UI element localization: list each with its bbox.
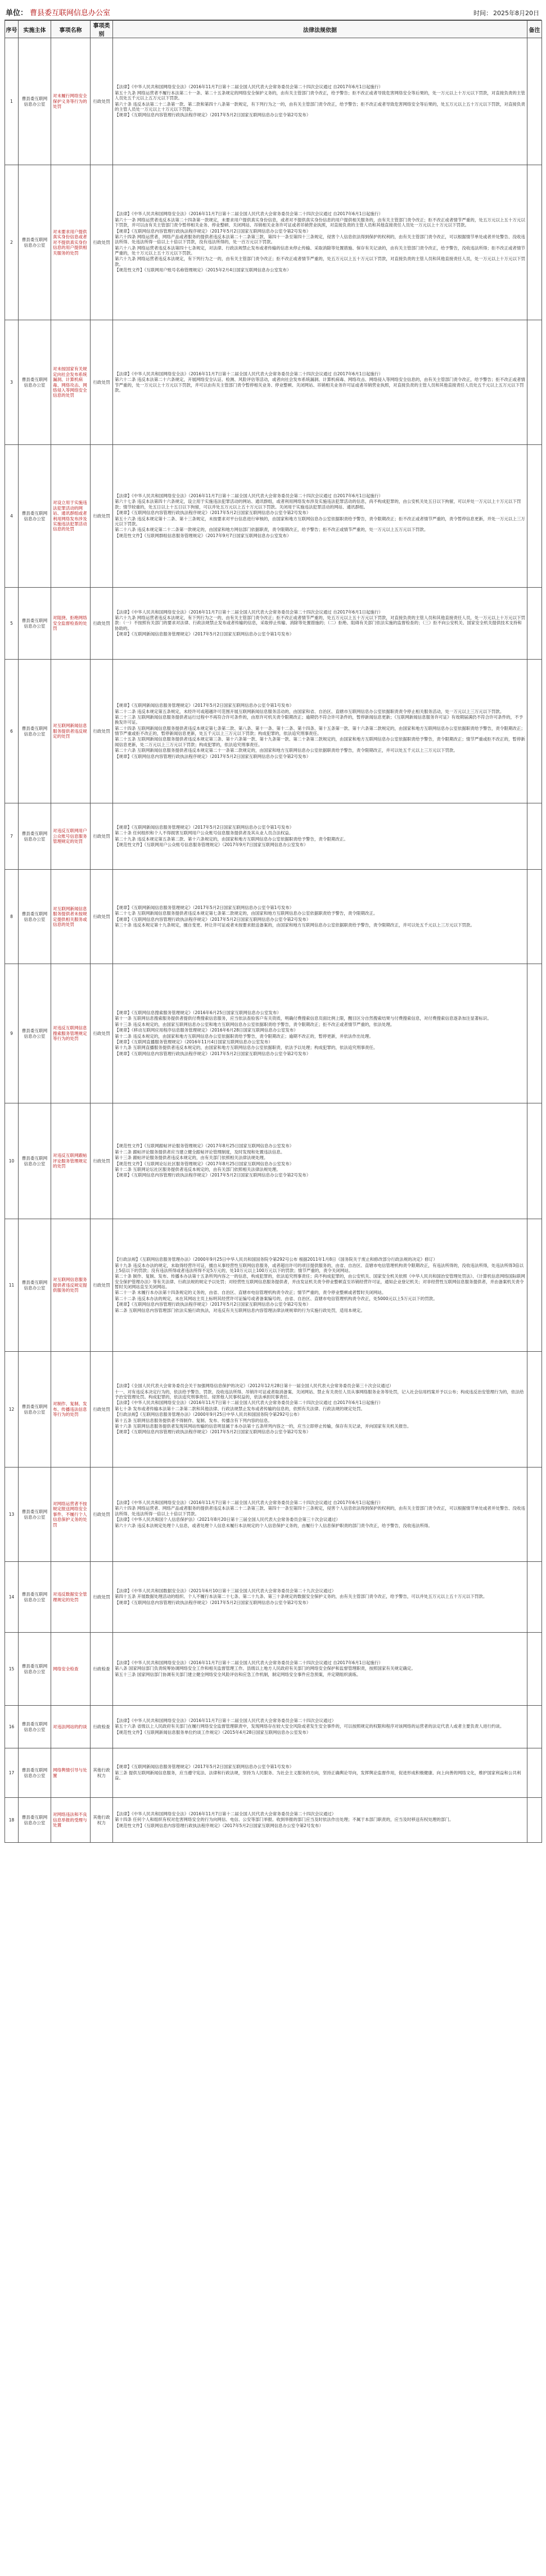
legal-basis-paragraph: 【行政法规】《互联网信息服务管理办法》（2000年9月25日中华人民共和国国务院令第292号公布 根据2011年1月8日《国务院关于废止和修改部分行政法规的决定》修订）	[115, 1257, 437, 1262]
row-item-name: 对互联网新闻信息服务提供者未按规定提供相关服务或信息的处罚	[51, 870, 91, 964]
table-row	[5, 1103, 542, 1219]
row-remark	[527, 1798, 542, 1843]
legal-basis-paragraph: 第十九条 互联网直播服务提供者违反本规定的，由国家和地方互联网信息办公室依据职责，依法予以处理；构成犯罪的，依法追究刑事责任。	[115, 1045, 378, 1051]
legal-basis-paragraph: 第十一条 互联网信息搜索服务提供者提供付费搜索信息服务，应当依法查验客户有关资质，明确付费搜索信息页面比例上限，醒目区分自然搜索结果与付费搜索信息，对付费搜索信息逐条加注显著标识。	[115, 1016, 491, 1021]
row-remark	[527, 1219, 542, 1352]
legal-basis-text	[115, 1500, 525, 1529]
legal-basis-paragraph: 【规章】《互联网信息内容管理行政执法程序规定》（2017年5月2日国家互联网信息办公室令第2号发布）	[115, 1173, 311, 1178]
row-item-type: 行政检查	[91, 1706, 113, 1748]
legal-basis-paragraph: 第六十一条 网络运营者违反本法第二十四条第一款规定，未要求用户提供真实身份信息，或者对不提供真实身份信息的用户提供相关服务的，由有关主管部门责令改正；拒不改正或者情节严重的，处五万元以上五十万元以下罚款，并可以由有关主管部门责令暂停相关业务、停业整顿、关闭网站、吊销相关业务许可证或者吊销营业执照，对直接负责的主管人员和其他直接责任人员处一万元以上十万元以下罚款。	[115, 217, 525, 228]
row-index: 9	[5, 964, 19, 1103]
legal-basis-paragraph: 【法律】《中华人民共和国网络安全法》（2016年11月7日第十二届全国人民代表大会常务委员会第二十四次会议通过）	[115, 1811, 336, 1816]
row-legal-basis	[113, 165, 527, 320]
row-item-type: 行政处罚	[91, 803, 113, 870]
row-index: 13	[5, 1468, 19, 1562]
legal-basis-paragraph: 【规范性文件】《互联网用户公众账号信息服务管理规定》（2017年9月7日国家互联网信息办公室发布）	[115, 842, 308, 847]
row-item-name: 对未按国家有关规定向社会发布系统漏洞、计算机病毒、网络攻击、网络侵入等网络安全信息的处罚	[51, 320, 91, 445]
table-row	[5, 1706, 542, 1748]
row-unit: 曹县委互联网信息办公室	[19, 588, 51, 660]
row-unit: 曹县委互联网信息办公室	[19, 1748, 51, 1798]
row-index: 15	[5, 1633, 19, 1706]
table-row	[5, 870, 542, 964]
row-unit: 曹县委互联网信息办公室	[19, 1562, 51, 1633]
legal-basis-text	[115, 1257, 525, 1314]
legal-basis-paragraph: 【法律】《中华人民共和国网络安全法》（2016年11月7日第十二届全国人民代表大会常务委员会第二十四次会议通过）	[115, 1718, 336, 1723]
legal-basis-paragraph: 【规章】《互联网新闻信息服务管理规定》（2017年5月2日国家互联网信息办公室令第1号发布）	[115, 824, 294, 830]
legal-basis-paragraph: 第二十二条 违反本规定第五条规定，未经许可或超越许可范围开展互联网新闻信息服务活动的，由国家和省、自治区、直辖市互联网信息办公室依据职责责令停止相关服务活动，处一万元以上三万元以下罚款。	[115, 708, 504, 714]
row-item-type: 其他行政权力	[91, 1748, 113, 1798]
row-item-type: 行政处罚	[91, 964, 113, 1103]
legal-basis-text	[115, 493, 525, 539]
row-remark	[527, 660, 542, 803]
legal-basis-paragraph: 第五十六条 省级以上人民政府有关部门在履行网络安全监督管理职责中，发现网络存在较大安全风险或者发生安全事件的，可以按照规定的权限和程序对该网络的运营者的法定代表人或者主要负责人进行约谈。	[115, 1724, 504, 1729]
legal-basis-paragraph: 【规章】《移动互联网应用程序信息服务管理规定》（2016年6月28日国家互联网信息办公室发布）	[115, 1028, 298, 1033]
row-unit: 曹县委互联网信息办公室	[19, 445, 51, 588]
legal-basis-text	[115, 1764, 525, 1781]
legal-basis-paragraph: 第二十六条 互联网新闻信息服务提供者违反本规定第二十一条第二款规定的，由国家和地方互联网信息办公室依据职责给予警告，责令限期改正，并可以处五千元以上三万元以下罚款。	[115, 748, 458, 753]
legal-basis-paragraph: 第六十九条 网络运营者违反本法规定，有下列行为之一的，由有关主管部门责令改正；拒不改正或者情节严重的，处五万元以上五十万元以下罚款，对直接负责的主管人员和其他直接责任人员，处一万元以上十万元以下罚款。	[115, 256, 525, 267]
legal-basis-paragraph: 第三十条 违反本规定第十九条规定，擅自变更、转让许可证或者未按要求报送备案的，由国家和地方互联网信息办公室依据职责给予警告，责令限期改正，并可以处五千元以上三万元以下罚款。	[115, 922, 475, 928]
power-list-table	[4, 20, 542, 1843]
row-item-type: 行政检查	[91, 1633, 113, 1706]
legal-basis-paragraph: 【规范性文件】《互联网信息内容管理行政执法程序规定》（2017年5月2日国家互联网信息办公室令第2号发布）	[115, 1823, 323, 1828]
row-index: 3	[5, 320, 19, 445]
row-legal-basis	[113, 38, 527, 165]
row-remark	[527, 1352, 542, 1468]
row-item-name: 对违反数据安全管理规定的处罚	[51, 1562, 91, 1633]
legal-basis-paragraph: 第二十三条 互联网新闻信息服务提供者运行过程中不再符合许可条件的，由原许可机关责令限期改正；逾期仍不符合许可条件的，暂停新闻信息更新；《互联网新闻信息服务许可证》有效期届满仍不符合许可条件的，不予换发许可证。	[115, 714, 524, 725]
legal-basis-paragraph: 【法律】《中华人民共和国网络安全法》（2016年11月7日第十二届全国人民代表大会常务委员会第二十四次会议通过 自2017年6月1日起施行）	[115, 211, 383, 217]
unit-label: 单位：	[6, 9, 28, 17]
row-unit: 曹县委互联网信息办公室	[19, 870, 51, 964]
legal-basis-paragraph: 【规范性文件】《互联网新闻信息服务单位约谈工作规定》（2015年4月28日国家互联网信息办公室发布）	[115, 1729, 311, 1735]
row-remark	[527, 803, 542, 870]
table-row	[5, 1219, 542, 1352]
legal-basis-paragraph: 第二十九条 违反本规定第五条第二款、第十六条规定的，由国家和地方互联网信息办公室依据职责给予警告，责令限期改正。	[115, 836, 348, 842]
legal-basis-paragraph: 【规章】《互联网信息内容管理行政执法程序规定》（2017年5月2日国家互联网信息办公室令第2号发布）	[115, 1429, 311, 1435]
row-unit: 曹县委互联网信息办公室	[19, 1468, 51, 1562]
row-remark	[527, 38, 542, 165]
row-item-name: 对制作、复制、发布、传播违法信息等行为的处罚	[51, 1352, 91, 1468]
legal-basis-paragraph: 【法律】《中华人民共和国网络安全法》（2016年11月7日第十二届全国人民代表大会常务委员会第二十四次会议通过 自2017年6月1日起施行）	[115, 609, 383, 615]
legal-basis-paragraph: 第六十条 违反本法第二十二条第一款、第二款和第四十八条第一款规定，有下列行为之一的，由有关主管部门责令改正，给予警告；拒不改正或者导致危害网络安全等后果的，处五万元以上五十万元以下罚款，对直接负责的主管人员处一万元以上十万元以下罚款。	[115, 101, 525, 112]
row-legal-basis	[113, 1798, 527, 1843]
row-legal-basis	[113, 870, 527, 964]
legal-basis-text	[115, 1811, 525, 1829]
legal-basis-paragraph: 第六十七条 违反本法第四十六条规定，设立用于实施违法犯罪活动的网站、通讯群组，或者利用网络发布涉及实施违法犯罪活动的信息，尚不构成犯罪的，由公安机关处五日以下拘留，可以并处一万元以上十万元以下罚款；情节较重的，处五日以上十五日以下拘留，可以并处五万元以上五十万元以下罚款。关闭用于实施违法犯罪活动的网站、通讯群组。	[115, 499, 521, 510]
legal-basis-paragraph: 第二十四条 互联网新闻信息服务提供者违反本规定第七条第二款、第八条、第十一条、第十二条、第十四条、第十五条第一款、第十六条第二款规定的，由国家和地方互联网信息办公室依据职责给予警告，责令限期改正；情节严重或拒不改正的，暂停新闻信息更新，处五千元以上三万元以下罚款；构成犯罪的，依法追究刑事责任。	[115, 725, 525, 736]
legal-basis-paragraph: 第十三条 违反本规定的，由国家互联网信息办公室和地方互联网信息办公室依据职责给予警告，责令限期改正；拒不改正或者情节严重的，依法处理。	[115, 1021, 395, 1027]
legal-basis-paragraph: 十一、对有违反本决定行为的，依法给予警告、罚款、没收违法所得、吊销许可证或者取消备案、关闭网站、禁止有关责任人员从事网络服务业务等处罚，记入社会信用档案并予以公布；构成违反治安管理行为的，依法给予治安管理处罚。构成犯罪的，依法追究刑事责任。侵害他人民事权益的，依法承担民事责任。	[115, 1389, 524, 1400]
row-unit: 曹县委互联网信息办公室	[19, 38, 51, 165]
legal-basis-text	[115, 84, 525, 118]
row-item-name: 对互联网新闻信息服务提供者违反规定的处罚	[51, 660, 91, 803]
row-unit: 曹县委互联网信息办公室	[19, 1798, 51, 1843]
legal-basis-paragraph: 【法律】《中华人民共和国数据安全法》（2021年6月10日第十三届全国人民代表大会常务委员会第二十九次会议通过）	[115, 1588, 336, 1593]
legal-basis-paragraph: 第二十七条 互联网新闻信息服务提供者违反本规定第七条第二款规定的，由国家和地方互联网信息办公室依据职责给予警告，责令限期改正。	[115, 911, 378, 916]
legal-basis-paragraph: 【规章】《互联网信息内容管理行政执法程序规定》（2017年5月2日国家互联网信息办公室令第2号发布）	[115, 112, 311, 118]
table-row	[5, 38, 542, 165]
legal-basis-text	[115, 825, 525, 848]
row-legal-basis	[113, 1468, 527, 1562]
table-row	[5, 803, 542, 870]
legal-basis-paragraph: 第二十二条 违反本办法的规定，未在其网站主页上标明其经营许可证编号或者备案编号的，由省、自治区、直辖市电信管理机构责令改正，处5000元以上5万元以下的罚款。	[115, 1296, 437, 1301]
row-unit: 曹县委互联网信息办公室	[19, 803, 51, 870]
legal-basis-paragraph: 第六十六条 违反本法规定处理个人信息，或者处理个人信息未履行本法规定的个人信息保护义务的，由履行个人信息保护职责的部门责令改正，给予警告，没收违法所得。	[115, 1523, 432, 1528]
unit-value: 曹县委互联网信息办公室	[30, 9, 111, 17]
row-item-name: 对设立用于实施违法犯罪活动的网站、通讯群组或者利用网络发布涉及实施违法犯罪活动信息的处罚	[51, 445, 91, 588]
legal-basis-text	[115, 1010, 525, 1057]
column-header-remark: 备注	[527, 21, 542, 38]
row-index: 5	[5, 588, 19, 660]
row-index: 2	[5, 165, 19, 320]
legal-basis-paragraph: 第六十八条 网络运营者违反本法第四十七条规定，对法律、行政法规禁止发布或者传输的信息未停止传输、采取消除等处置措施、保存有关记录的，由有关主管部门责令改正，给予警告，没收违法所得；拒不改正或者情节严重的，处十万元以上五十万元以下罚款。	[115, 245, 525, 256]
row-item-name: 对未要求用户提供真实身份信息或者对不提供真实身份信息的用户提供相关服务的处罚	[51, 165, 91, 320]
legal-basis-text	[115, 610, 525, 638]
legal-basis-paragraph: 第三条 提供互联网新闻信息服务，应当遵守宪法、法律和行政法规，坚持为人民服务、为社会主义服务的方向，坚持正确舆论导向，发挥舆论监督作用，促进形成积极健康、向上向善的网络文化，维护国家利益和公共利益。	[115, 1770, 521, 1781]
table-row	[5, 445, 542, 588]
row-unit: 曹县委互联网信息办公室	[19, 320, 51, 445]
row-item-type: 行政处罚	[91, 870, 113, 964]
legal-basis-paragraph: 【规范性文件】《互联网用户账号名称管理规定》（2015年2月4日国家互联网信息办公室发布）	[115, 267, 291, 273]
row-remark	[527, 320, 542, 445]
legal-basis-paragraph: 第二十条 任何组织和个人不得损害互联网用户公众账号信息服务提供者及其从业人员合法权益。	[115, 830, 294, 836]
row-index: 7	[5, 803, 19, 870]
row-index: 6	[5, 660, 19, 803]
row-index: 4	[5, 445, 19, 588]
legal-basis-paragraph: 【规章】《互联网新闻信息服务管理规定》（2017年5月2日国家互联网信息办公室令第1号发布）	[115, 905, 294, 910]
document-header	[4, 3, 542, 20]
row-remark	[527, 1748, 542, 1798]
table-row	[5, 1798, 542, 1843]
legal-basis-paragraph: 第六十四条 网络运营者、网络产品或者服务的提供者违反本法第二十二条第三款、第四十一条至第四十三条规定，侵害个人信息依法得到保护的权利的，由有关主管部门责令改正，可以根据情节单处或者并处警告、没收违法所得、处违法所得一倍以上十倍以下罚款，没有违法所得的，处一百万元以下罚款。	[115, 234, 525, 245]
legal-basis-paragraph: 第十五条 互联网信息服务提供者不得制作、复制、发布、传播含有下列内容的信息。	[115, 1418, 272, 1423]
row-index: 8	[5, 870, 19, 964]
legal-basis-paragraph: 【规章】《互联网信息内容管理行政执法程序规定》（2017年5月2日国家互联网信息办公室令第2号发布）	[115, 228, 311, 234]
legal-basis-text	[115, 1718, 525, 1735]
row-remark	[527, 588, 542, 660]
row-legal-basis	[113, 1103, 527, 1219]
legal-basis-paragraph: 第十二条 互联网论坛社区服务提供者违反本规定的，由有关部门依照相关法律法规处理。	[115, 1166, 281, 1172]
date-label: 时间：	[473, 10, 492, 17]
row-remark	[527, 1706, 542, 1748]
legal-basis-paragraph: 第二十一条 未履行本办法第十四条规定的义务的，由省、自治区、直辖市电信管理机构责令改正；情节严重的，责令停业整顿或者暂时关闭网站。	[115, 1290, 386, 1296]
legal-basis-paragraph: 【法律】《中华人民共和国网络安全法》（2016年11月7日第十二届全国人民代表大会常务委员会第二十四次会议通过 自2017年6月1日起施行）	[115, 1500, 383, 1506]
row-index: 18	[5, 1798, 19, 1843]
row-item-type: 行政处罚	[91, 660, 113, 803]
row-legal-basis	[113, 803, 527, 870]
row-index: 12	[5, 1352, 19, 1468]
row-unit: 曹县委互联网信息办公室	[19, 964, 51, 1103]
legal-basis-paragraph: 【规章】《互联网信息内容管理行政执法程序规定》（2017年5月2日国家互联网信息办公室令第2号发布）	[115, 1302, 311, 1307]
legal-basis-text	[115, 211, 525, 273]
row-item-type: 行政处罚	[91, 1468, 113, 1562]
legal-basis-paragraph: 第十二条 跟帖评论服务提供者应当建立健全跟帖评论管理制度，及时发现和处置违法信息。	[115, 1149, 285, 1155]
row-item-type: 行政处罚	[91, 445, 113, 588]
legal-basis-paragraph: 【规章】《互联网新闻信息服务管理规定》（2017年5月2日国家互联网信息办公室令第1号发布）	[115, 703, 294, 708]
row-remark	[527, 1103, 542, 1219]
row-legal-basis	[113, 1706, 527, 1748]
legal-basis-paragraph: 【规章】《互联网新闻信息服务管理规定》（2017年5月2日国家互联网信息办公室令第1号发布）	[115, 1764, 294, 1770]
legal-basis-paragraph: 第二十条 制作、复制、发布、传播本办法第十五条所列内容之一的信息，构成犯罪的，依法追究刑事责任；尚不构成犯罪的，由公安机关、国家安全机关依照《中华人民共和国治安管理处罚法》、《计算机信息网络国际联网安全保护管理办法》等有关法律、行政法规的规定予以处罚；对经营性互联网信息服务提供者，并由发证机关责令停业整顿直至吊销经营许可证，通知企业登记机关；对非经营性互联网信息服务提供者，并由备案机关责令暂时关闭网站直至关闭网站。	[115, 1274, 525, 1289]
legal-basis-paragraph: 第七十条 发布或者传输本法第十二条第二款和其他法律、行政法规禁止发布或者传输的信息的，依照有关法律、行政法规的规定处罚。	[115, 1406, 365, 1411]
table-body	[5, 38, 542, 1843]
legal-basis-paragraph: 第十三条 跟帖评论服务提供者违反本规定的，由有关部门依照相关法律法规处理。	[115, 1155, 268, 1161]
legal-basis-paragraph: 第六十四条 网络运营者、网络产品或者服务的提供者违反本法第二十二条第三款、第四十一条至第四十三条规定，侵害个人信息依法得到保护的权利的，由有关主管部门责令改正，可以根据情节单处或者并处警告、没收违法所得、处违法所得一倍以上十倍以下罚款。	[115, 1506, 525, 1516]
table-row	[5, 1562, 542, 1633]
row-legal-basis	[113, 1748, 527, 1798]
row-index: 11	[5, 1219, 19, 1352]
row-item-name: 网络安全检查	[51, 1633, 91, 1706]
legal-basis-paragraph: 【法律】《中华人民共和国网络安全法》（2016年11月7日第十二届全国人民代表大会常务委员会第二十四次会议通过 自2017年6月1日起施行）	[115, 371, 383, 376]
column-header-item: 事项名称	[51, 21, 91, 38]
legal-basis-paragraph: 【规章】《互联网新闻信息服务管理规定》（2017年5月2日国家互联网信息办公室令第1号发布）	[115, 631, 294, 637]
legal-basis-paragraph: 第四十五条 开展数据处理活动的组织、个人不履行本法第二十七条、第二十九条、第三十条规定的数据安全保护义务的，由有关主管部门责令改正，给予警告，可以并处五万元以上五十万元以下罚款。	[115, 1594, 488, 1600]
row-item-name: 对违反互联网跟帖评论服务管理规定的处罚	[51, 1103, 91, 1219]
row-item-type: 行政处罚	[91, 1352, 113, 1468]
legal-basis-paragraph: 【法律】《中华人民共和国网络安全法》（2016年11月7日第十二届全国人民代表大会常务委员会第二十四次会议通过 自2017年6月1日起施行）	[115, 1660, 383, 1665]
row-legal-basis	[113, 588, 527, 660]
row-remark	[527, 964, 542, 1103]
row-unit: 曹县委互联网信息办公室	[19, 1103, 51, 1219]
row-item-name: 对违反互联网信息搜索服务管理规定等行为的处罚	[51, 964, 91, 1103]
legal-basis-paragraph: 【法律】《中华人民共和国网络安全法》（2016年11月7日第十二届全国人民代表大会常务委员会第二十四次会议通过 自2017年6月1日起施行）	[115, 84, 383, 90]
row-item-name: 网络舆情引导与处置	[51, 1748, 91, 1798]
row-legal-basis	[113, 1352, 527, 1468]
row-unit: 曹县委互联网信息办公室	[19, 660, 51, 803]
row-remark	[527, 1468, 542, 1562]
legal-basis-paragraph: 第六十二条 违反本法第二十六条规定，开展网络安全认证、检测、风险评估等活动，或者向社会发布系统漏洞、计算机病毒、网络攻击、网络侵入等网络安全信息的，由有关主管部门责令改正，给予警告；拒不改正或者情节严重的，处一万元以上十万元以下罚款，并可以由有关主管部门责令暂停相关业务、停业整顿、关闭网站、吊销相关业务许可证或者吊销营业执照，对直接负责的主管人员和其他直接责任人员处五千元以上五万元以下罚款。	[115, 377, 525, 393]
row-item-type: 行政处罚	[91, 165, 113, 320]
row-item-name: 对网络违法和不良信息举报的受理与处置	[51, 1798, 91, 1843]
legal-basis-paragraph: 【规范性文件】《互联网群组信息服务管理规定》（2017年9月7日国家互联网信息办公室发布）	[115, 533, 291, 538]
row-item-type: 行政处罚	[91, 38, 113, 165]
row-legal-basis	[113, 964, 527, 1103]
legal-basis-text	[115, 1143, 525, 1178]
table-row	[5, 660, 542, 803]
row-item-type: 行政处罚	[91, 320, 113, 445]
column-header-index: 序号	[5, 21, 19, 38]
row-item-type: 行政处罚	[91, 1562, 113, 1633]
table-row	[5, 165, 542, 320]
legal-basis-paragraph: 第六十九条 网络运营者违反本法规定，有下列行为之一的，由有关主管部门责令改正；拒不改正或者情节严重的，处五万元以上五十万元以下罚款，对直接负责的主管人员和其他直接责任人员，处一万元以上十万元以下罚款：（一）不按照有关部门的要求对法律、行政法规禁止发布或者传输的信息，采取停止传输、消除等处置措施的；（二）拒绝、阻碍有关部门依法实施的监督检查的；（三）拒不向公安机关、国家安全机关提供技术支持和协助的。	[115, 615, 525, 631]
legal-basis-paragraph: 第十九条 违反本办法的规定，未取得经营许可证，擅自从事经营性互联网信息服务，或者超出许可的项目提供服务的，由省、自治区、直辖市电信管理机构责令限期改正，有违法所得的，没收违法所得，处违法所得3倍以上5倍以下的罚款；没有违法所得或者违法所得不足5万元的，处10万元以上100万元以下的罚款；情节严重的，责令关闭网站。	[115, 1262, 524, 1273]
legal-basis-paragraph: 第八条 国家网信部门负责统筹协调网络安全工作和相关监督管理工作。县级以上地方人民政府有关部门的网络安全保护和监督管理职责，按照国家有关规定确定。	[115, 1666, 416, 1671]
table-row	[5, 1633, 542, 1706]
table-row	[5, 1468, 542, 1562]
legal-basis-paragraph: 【法律】《全国人民代表大会常务委员会关于加强网络信息保护的决定》（2012年12月28日第十一届全国人民代表大会常务委员会第三十次会议通过）	[115, 1383, 394, 1389]
table-row	[5, 320, 542, 445]
row-remark	[527, 870, 542, 964]
column-header-basis: 法律法规依据	[113, 21, 527, 38]
row-unit: 曹县委互联网信息办公室	[19, 1219, 51, 1352]
legal-basis-paragraph: 【规章】《互联网信息内容管理行政执法程序规定》（2017年5月2日国家互联网信息办公室令第2号发布）	[115, 510, 311, 516]
row-item-type: 行政处罚	[91, 588, 113, 660]
legal-basis-paragraph: 第二条 互联网信息内容管理部门依法实施行政执法，对违反有关互联网信息内容管理法律法规规章的行为实施行政处罚，适用本规定。	[115, 1307, 365, 1313]
row-legal-basis	[113, 445, 527, 588]
row-unit: 曹县委互联网信息办公室	[19, 165, 51, 320]
row-item-name: 对网络运营者不按规定报送网络安全事件、不履行个人信息保护义务的处罚	[51, 1468, 91, 1562]
legal-basis-paragraph: 第十二条 违反本规定的，由国家和地方互联网信息办公室依据职责给予警告，责令限期改正；逾期不改正的，暂停更新，并依法作出处理。	[115, 1033, 373, 1039]
row-item-type: 其他行政权力	[91, 1798, 113, 1843]
table-header-row	[5, 21, 542, 38]
legal-basis-paragraph: 【规章】《互联网信息内容管理行政执法程序规定》（2017年5月2日国家互联网信息办公室令第2号发布）	[115, 916, 311, 922]
column-header-unit: 实施主体	[19, 21, 51, 38]
row-unit: 曹县委互联网信息办公室	[19, 1706, 51, 1748]
legal-basis-paragraph: 【规范性文件】《互联网跟帖评论服务管理规定》（2017年8月25日国家互联网信息办公室发布）	[115, 1143, 294, 1149]
legal-basis-paragraph: 【规章】《互联网信息搜索服务管理规定》（2016年6月25日国家互联网信息办公室发布）	[115, 1010, 281, 1015]
legal-basis-paragraph: 【法律】《中华人民共和国个人信息保护法》（2021年8月20日第十三届全国人民代表大会常务委员会第三十次会议通过）	[115, 1517, 340, 1523]
row-legal-basis	[113, 660, 527, 803]
legal-basis-paragraph: 第十六条 互联网信息服务提供者发现其网站传输的信息明显属于本办法第十五条所列内容之一的，应当立即停止传输，保存有关记录，并向国家有关机关报告。	[115, 1423, 412, 1429]
legal-basis-paragraph: 【法律】《中华人民共和国网络安全法》（2016年11月7日第十二届全国人民代表大会常务委员会第二十四次会议通过 自2017年6月1日起施行）	[115, 1400, 383, 1406]
legal-basis-paragraph: 【规章】《互联网信息内容管理行政执法程序规定》（2017年5月2日国家互联网信息办公室令第2号发布）	[115, 753, 311, 759]
row-remark	[527, 1633, 542, 1706]
legal-basis-text	[115, 703, 525, 760]
row-item-name: 对违反互联网用户公众账号信息服务管理规定的处罚	[51, 803, 91, 870]
table-row	[5, 588, 542, 660]
row-unit: 曹县委互联网信息办公室	[19, 1352, 51, 1468]
row-legal-basis	[113, 1562, 527, 1633]
legal-basis-paragraph: 第二十八条 违反本规定第二十二条第一款规定的，由国家和地方网信部门依据职责，责令限期改正，给予警告；拒不改正或情节严重的，处一万元以上五万元以下罚款。	[115, 527, 428, 533]
row-item-name: 对违法网站的约谈	[51, 1706, 91, 1748]
legal-basis-text	[115, 1588, 525, 1606]
row-remark	[527, 165, 542, 320]
row-item-type: 行政处罚	[91, 1219, 113, 1352]
legal-basis-text	[115, 1660, 525, 1678]
legal-basis-paragraph: 【法律】《中华人民共和国网络安全法》（2016年11月7日第十二届全国人民代表大会常务委员会第二十四次会议通过 自2017年6月1日起施行）	[115, 493, 383, 498]
legal-basis-paragraph: 第五十六条 违反本规定第十二条、第十三条规定，未按要求对平台信息进行审核的，由国家和地方互联网信息办公室依据职责给予警告，责令限期改正；拒不改正或者情节严重的，责令暂停信息更新，并处一万元以上三万元以下罚款。	[115, 516, 525, 526]
unit-info	[6, 7, 110, 17]
legal-basis-paragraph: 第二十五条 互联网新闻信息服务提供者违反本规定第三条、第十六条第一款、第十九条第一款、第二十条第二款规定的，由国家和地方互联网信息办公室依据职责给予警告，责令限期改正；情节严重或拒不改正的，暂停新闻信息更新，处二万元以上三万元以下罚款；构成犯罪的，依法追究刑事责任。	[115, 737, 525, 747]
row-remark	[527, 1562, 542, 1633]
row-index: 14	[5, 1562, 19, 1633]
legal-basis-text	[115, 371, 525, 394]
legal-basis-paragraph: 第五十三条 国家网信部门协调有关部门建立健全网络安全风险评估和应急工作机制，制定网络安全事件应急预案，并定期组织演练。	[115, 1671, 361, 1677]
row-legal-basis	[113, 1219, 527, 1352]
legal-basis-paragraph: 【规章】《互联网信息内容管理行政执法程序规定》（2017年5月2日国家互联网信息办公室令第2号发布）	[115, 1600, 311, 1605]
date-value: 2025年8月20日	[493, 10, 539, 17]
row-item-type: 行政处罚	[91, 1103, 113, 1219]
legal-basis-paragraph: 【规章】《互联网信息内容管理行政执法程序规定》（2017年5月2日国家互联网信息办公室令第2号发布）	[115, 1051, 311, 1056]
legal-basis-paragraph: 【行政法规】《互联网信息服务管理办法》（2000年9月25日中华人民共和国国务院令第292号公布）	[115, 1412, 302, 1418]
row-item-name: 对互联网信息服务提供者违反规定提供服务的处罚	[51, 1219, 91, 1352]
table-row	[5, 1748, 542, 1798]
table-row	[5, 964, 542, 1103]
legal-basis-paragraph: 【规章】《互联网直播服务管理规定》（2016年11月4日国家互联网信息办公室发布）	[115, 1039, 273, 1044]
row-legal-basis	[113, 320, 527, 445]
date-info	[473, 8, 539, 17]
legal-basis-text	[115, 1383, 525, 1435]
row-index: 1	[5, 38, 19, 165]
row-index: 17	[5, 1748, 19, 1798]
legal-basis-paragraph: 第五十九条 网络运营者不履行本法第二十一条、第二十五条规定的网络安全保护义务的，由有关主管部门责令改正，给予警告；拒不改正或者导致危害网络安全等后果的，处一万元以上十万元以下罚款，对直接负责的主管人员处五千元以上五万元以下罚款。	[115, 90, 525, 101]
legal-basis-paragraph: 第十四条 任何个人和组织有权对危害网络安全的行为向网信、电信、公安等部门举报。收到举报的部门应当及时依法作出处理；不属于本部门职责的，应当及时移送有权处理的部门。	[115, 1817, 454, 1823]
row-remark	[527, 445, 542, 588]
legal-basis-paragraph: 【规范性文件】《互联网论坛社区服务管理规定》（2017年8月25日国家互联网信息办公室发布）	[115, 1161, 294, 1166]
row-item-name: 对阻挠、拒绝网络安全监督检查的处罚	[51, 588, 91, 660]
row-unit: 曹县委互联网信息办公室	[19, 1633, 51, 1706]
legal-basis-text	[115, 905, 525, 929]
column-header-type: 事项类别	[91, 21, 113, 38]
row-legal-basis	[113, 1633, 527, 1706]
row-index: 10	[5, 1103, 19, 1219]
row-index: 16	[5, 1706, 19, 1748]
row-item-name: 对未履行网络安全保护义务等行为的处罚	[51, 38, 91, 165]
table-row	[5, 1352, 542, 1468]
